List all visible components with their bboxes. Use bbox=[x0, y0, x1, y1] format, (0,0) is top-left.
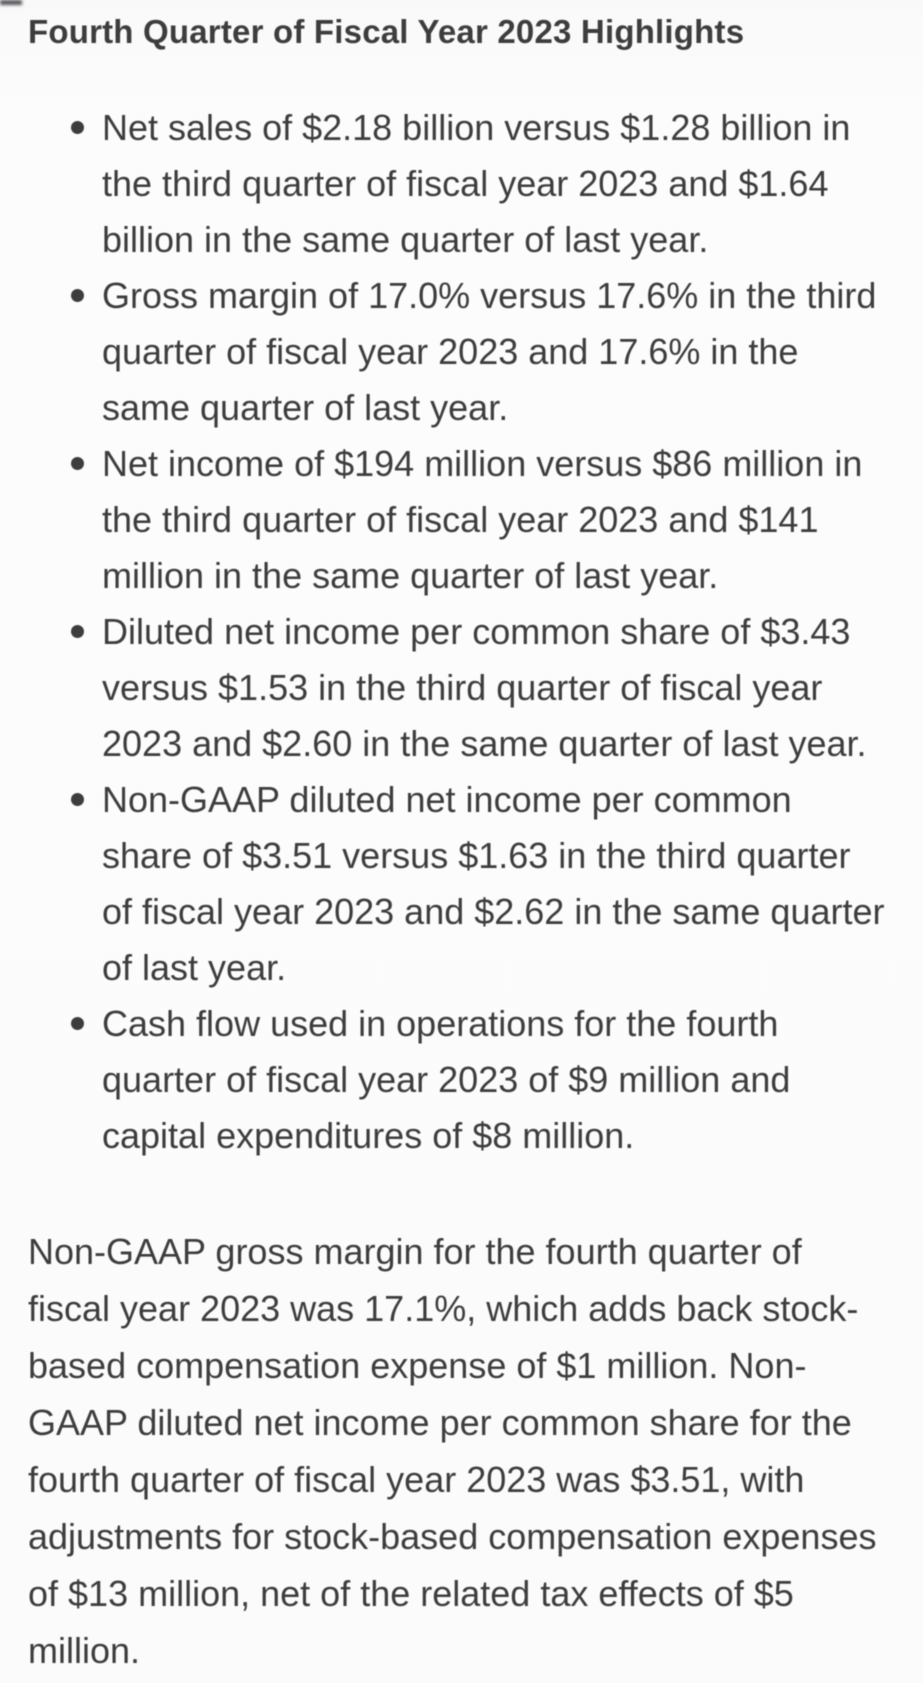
text-line: based compensation expense of $1 million. Non- bbox=[28, 1345, 807, 1386]
text-line: of last year. bbox=[102, 947, 287, 988]
bullet-icon bbox=[71, 121, 84, 134]
text-line: Net sales of $2.18 billion versus $1.28 billion in bbox=[102, 107, 851, 148]
list-item bbox=[102, 100, 923, 268]
text-line: capital expenditures of $8 million. bbox=[102, 1115, 635, 1156]
text-line: the third quarter of fiscal year 2023 and $141 bbox=[102, 499, 819, 540]
list-item bbox=[102, 268, 923, 436]
text-line: fourth quarter of fiscal year 2023 was $3.51, with bbox=[28, 1459, 805, 1500]
bullet-icon bbox=[71, 793, 84, 806]
highlights-bullet-list bbox=[102, 100, 923, 1164]
text-line: same quarter of last year. bbox=[102, 387, 509, 428]
bullet-icon bbox=[71, 457, 84, 470]
document-content bbox=[0, 9, 923, 1679]
text-line: billion in the same quarter of last year. bbox=[102, 219, 709, 260]
text-line: quarter of fiscal year 2023 of $9 million and bbox=[102, 1059, 791, 1100]
text-line: 2023 and $2.60 in the same quarter of last year. bbox=[102, 723, 867, 764]
text-line: Net income of $194 million versus $86 million in bbox=[102, 443, 863, 484]
text-line: adjustments for stock-based compensation expenses bbox=[28, 1516, 877, 1557]
text-line: fiscal year 2023 was 17.1%, which adds back stock- bbox=[28, 1288, 859, 1329]
list-item bbox=[102, 772, 923, 996]
text-line: Non-GAAP diluted net income per common bbox=[102, 779, 792, 820]
text-line: the third quarter of fiscal year 2023 and $1.64 bbox=[102, 163, 829, 204]
text-line: million. bbox=[28, 1630, 141, 1671]
text-line: GAAP diluted net income per common share for the bbox=[28, 1402, 852, 1443]
text-line: versus $1.53 in the third quarter of fiscal year bbox=[102, 667, 823, 708]
text-line: quarter of fiscal year 2023 and 17.6% in the bbox=[102, 331, 799, 372]
text-line: Diluted net income per common share of $3.43 bbox=[102, 611, 851, 652]
bullet-icon bbox=[71, 1017, 84, 1030]
text-line: Non-GAAP gross margin for the fourth quarter of bbox=[28, 1231, 802, 1272]
bullet-icon bbox=[71, 289, 84, 302]
text-line: Gross margin of 17.0% versus 17.6% in the third bbox=[102, 275, 877, 316]
clipped-content-fragment bbox=[0, 0, 22, 5]
text-line: of fiscal year 2023 and $2.62 in the same quarter bbox=[102, 891, 885, 932]
text-line: million in the same quarter of last year. bbox=[102, 555, 719, 596]
list-item bbox=[102, 436, 923, 604]
list-item bbox=[102, 996, 923, 1164]
bullet-icon bbox=[71, 625, 84, 638]
text-line: share of $3.51 versus $1.63 in the third quarter bbox=[102, 835, 851, 876]
closing-paragraph bbox=[28, 1223, 923, 1679]
list-item bbox=[102, 604, 923, 772]
text-line: of $13 million, net of the related tax effects of $5 bbox=[28, 1573, 794, 1614]
text-line: Cash flow used in operations for the fourth bbox=[102, 1003, 779, 1044]
section-heading: Fourth Quarter of Fiscal Year 2023 Highlights bbox=[28, 13, 745, 50]
